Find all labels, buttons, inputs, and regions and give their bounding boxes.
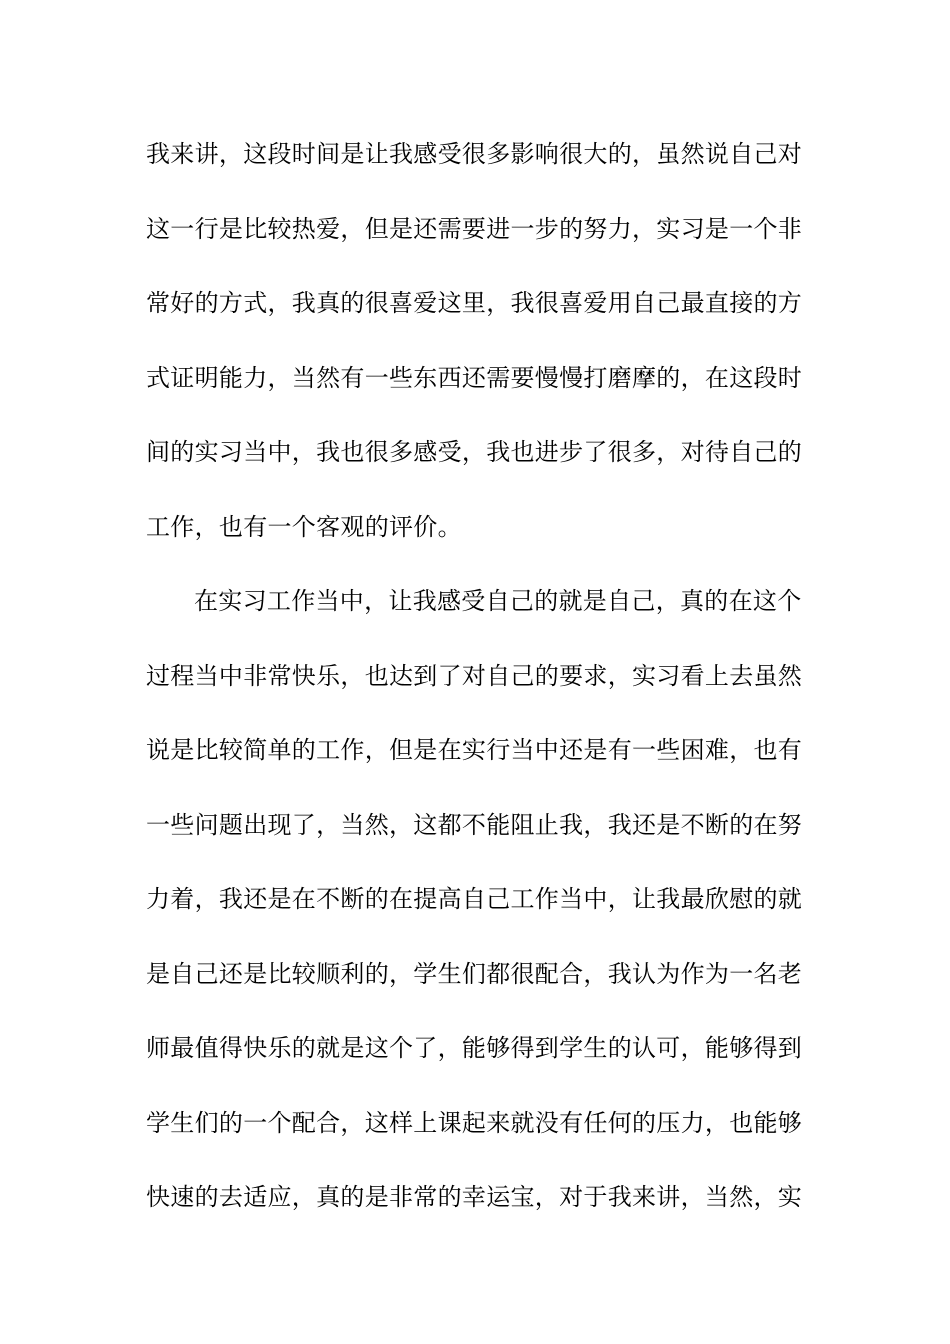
text-line-8: 过程当中非常快乐，也达到了对自己的要求，实习看上去虽然 — [146, 661, 803, 690]
text-line-14: 学生们的一个配合，这样上课起来就没有任何的压力，也能够 — [146, 1108, 803, 1137]
text-line-7: 在实习工作当中，让我感受自己的就是自己，真的在这个 — [194, 587, 802, 615]
text-line-6: 工作，也有一个客观的评价。 — [146, 512, 462, 541]
text-line-3: 常好的方式，我真的很喜爱这里，我很喜爱用自己最直接的方 — [146, 289, 803, 317]
text-line-11: 力着，我还是在不断的在提高自己工作当中，让我最欣慰的就 — [146, 885, 803, 913]
text-line-5: 间的实习当中，我也很多感受，我也进步了很多，对待自己的 — [146, 438, 803, 466]
text-line-1: 我来讲，这段时间是让我感受很多影响很大的，虽然说自己对 — [146, 140, 803, 168]
text-line-12: 是自己还是比较顺利的，学生们都很配合，我认为作为一名老 — [146, 959, 803, 988]
text-line-13: 师最值得快乐的就是这个了，能够得到学生的认可，能够得到 — [146, 1034, 803, 1062]
text-line-10: 一些问题出现了，当然，这都不能阻止我，我还是不断的在努 — [146, 810, 803, 839]
text-line-9: 说是比较简单的工作，但是在实行当中还是有一些困难，也有 — [146, 736, 803, 764]
text-line-15: 快速的去适应，真的是非常的幸运宝，对于我来讲，当然，实 — [146, 1183, 803, 1211]
body-text — [146, 130, 826, 1248]
text-line-4: 式证明能力，当然有一些东西还需要慢慢打磨摩的，在这段时 — [146, 363, 803, 392]
text-line-2: 这一行是比较热爱，但是还需要进一步的努力，实习是一个非 — [146, 214, 803, 243]
